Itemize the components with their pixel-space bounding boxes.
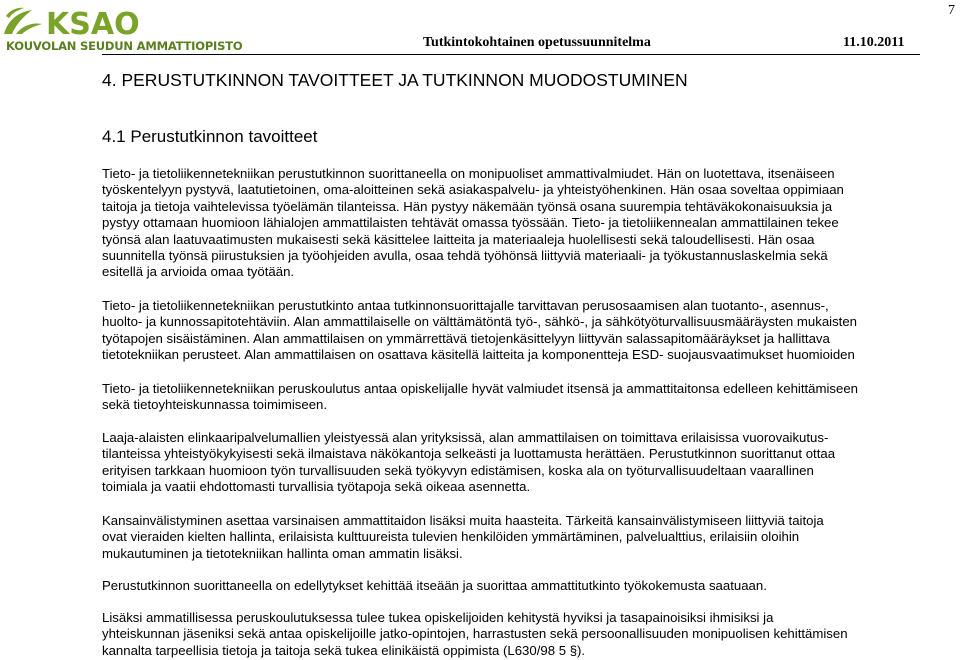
text-line: erityisen tarkkaan huomioon työn turvallisuuden sekä työkyvyn edistämisen, koska ala on työturvallisuudeltaan vaarallinen [102, 462, 814, 478]
text-line: pystyy ottamaan huomioon lähialojen ammattilaisten tehtävät omassa työssään. Tieto- ja tietoliikennealan ammattilainen tekee [102, 215, 839, 231]
text-line: ovat vieraiden kielten hallinta, erilaisista kulttuureista tulevien henkilöiden ymmärtäminen, palvelualttius, erilaisiin oloihin [102, 529, 800, 545]
text-line: Perustutkinnon suorittaneella on edellytykset kehittää itseään ja suorittaa ammattitutkinto työkokemusta saatuaan. [102, 578, 767, 593]
text-line: tilanteissa yhteistyökykyisesti sekä ilmaistava näkökantoja selkeästi ja luottamusta herättäen. Perustutkinnon suorittanut ottaa [102, 446, 836, 462]
paragraph-2 [102, 298, 920, 364]
document-date: 11.10.2011 [843, 35, 905, 50]
text-line: esitellä ja arvioida omaa työtään. [102, 264, 295, 280]
paragraph-7 [102, 610, 920, 659]
logo-wordmark: KSAO [46, 7, 140, 38]
page-number: 7 [948, 3, 955, 18]
text-line: Tieto- ja tietoliikennetekniikan perustutkinto antaa tutkinnonsuorittajalle tarvittavan perusosaamisen alan tuotanto-, asennus-, [102, 298, 829, 313]
paragraph-3 [102, 381, 920, 414]
chapter-heading: 4. PERUSTUTKINNON TAVOITTEET JA TUTKINNON MUODOSTUMINEN [102, 70, 688, 90]
text-line: työnsä alan laatuvaatimusten mukaisesti sekä käsittelee laitteita ja materiaaleja huolellisesti sekä taloudellisesti. Hän osaa [102, 231, 815, 247]
text-line: työtapojen sisäistäminen. Alan ammattilaisen on ymmärrettävä tietojenkäsittelyyn liittyvän salassapitomääräykset ja hallittava [102, 330, 830, 346]
text-line: yhteiskunnan jäseniksi sekä antaa opiskelijoille jatko-opintojen, harrastusten sekä persoonallisuuden monipuolisen kehittämisen [102, 626, 848, 642]
text-line: Tieto- ja tietoliikennetekniikan perustutkinnon suorittaneella on monipuoliset ammattivalmiudet. Hän on luotettava, itsenäiseen [102, 166, 835, 181]
text-line: Laaja-alaisten elinkaaripalvelumallien yleistyessä alan yrityksissä, alan ammattilaisen on toimittava erilaisissa vuorovaikutus- [102, 430, 829, 445]
text-line: toimiala ja vaatii ehdottomasti turvallisia työtapoja sekä oikeaa asennetta. [102, 479, 531, 495]
paragraph-5 [102, 513, 920, 562]
text-line: kannalta tarpeellisia tietoja ja taitoja sekä tukea elinikäistä oppimista (L630/98 5 §). [102, 642, 586, 658]
text-line: Kansainvälistyminen asettaa varsinaisen ammattitaidon lisäksi muita haasteita. Tärkeitä kansainvälistymiseen liittyviä taitoja [102, 513, 824, 528]
document-title: Tutkintokohtainen opetussuunnitelma [423, 35, 651, 50]
logo-subtitle: KOUVOLAN SEUDUN AMMATTIOPISTO [6, 39, 243, 53]
section-heading: 4.1 Perustutkinnon tavoitteet [102, 127, 318, 146]
text-line: Tieto- ja tietoliikennetekniikan peruskoulutus antaa opiskelijalle hyvät valmiudet itsensä ja ammattitaitonsa edelleen kehittämiseen [102, 381, 859, 396]
text-line: taitoja ja tietoja vaihtelevissa työelämän tilanteissa. Hän pystyy näkemään työnsä osana suurempia tehtäväkokonaisuuksia ja [102, 198, 833, 214]
text-line: sekä tietoyhteiskunnassa toimimiseen. [102, 397, 328, 413]
text-line: tietotekniikan perusteet. Alan ammattilaisen on osattava käsitellä laitteita ja komponentteja ESD- suojausvaatimukset huomioiden [102, 347, 855, 363]
paragraph-4 [102, 430, 920, 496]
text-line: Lisäksi ammatillisessa peruskoulutuksessa tulee tukea opiskelijoiden kehitystä hyviksi ja tasapainoisiksi ihmisiksi ja [102, 610, 774, 625]
header-divider [102, 54, 920, 55]
text-line: mukautuminen ja tietotekniikan hallinta oman ammatin lisäksi. [102, 545, 463, 561]
paragraph-1 [102, 166, 920, 281]
paragraph-6 [102, 578, 920, 594]
text-line: huolto- ja kunnossapitotehtäviin. Alan ammattilaiselle on välttämätöntä työ-, sähkö-, ja sähkötyöturvallisuusmääräysten mukaisten [102, 314, 858, 330]
text-line: työskentelyyn pystyvä, laatutietoinen, oma-aloitteinen sekä asiakaspalvelu- ja yhteistyöhenkinen. Hän osaa soveltaa oppimiaan [102, 182, 844, 198]
text-line: suunnitella työnsä piirustuksien ja työohjeiden avulla, osaa tehdä työhönsä liittyviä materiaali- ja työkustannuslaskelmia sekä [102, 248, 828, 264]
ksao-logo [2, 4, 242, 52]
